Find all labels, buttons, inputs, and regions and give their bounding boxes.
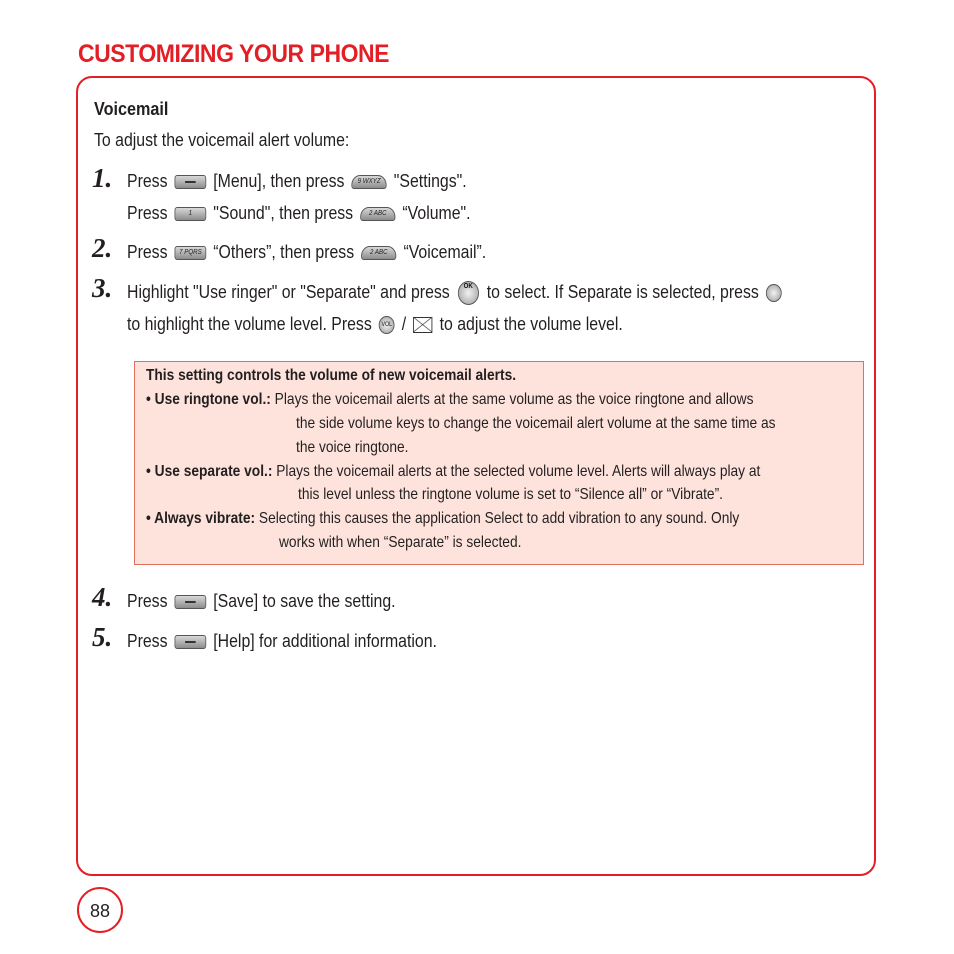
step-2-text-a: “Others”, then press xyxy=(213,242,355,262)
step-5-line xyxy=(127,630,437,652)
note-item-2-label: • Use separate vol.: xyxy=(146,463,273,480)
note-item-1-line-3: the voice ringtone. xyxy=(296,439,409,456)
step-4-text: [Save] to save the setting. xyxy=(213,591,396,611)
volume-key-icon: VOL xyxy=(379,316,395,334)
right-soft-key-icon xyxy=(175,635,207,649)
note-item-1-label: • Use ringtone vol.: xyxy=(146,391,271,408)
step-1-text-b: "Settings". xyxy=(393,171,467,191)
note-item-1-line-2: the side volume keys to change the voicemail alert volume at the same time as xyxy=(296,415,776,432)
step-1-text-d: “Volume". xyxy=(402,203,471,223)
step-3-line-1 xyxy=(127,281,784,305)
nav-key-icon xyxy=(766,284,782,302)
key-1-icon: 1 xyxy=(175,207,207,221)
page-number: 88 xyxy=(77,887,123,933)
step-2-press: Press xyxy=(127,242,168,262)
note-item-2-line-2: this level unless the ringtone volume is set to “Silence all” or “Vibrate”. xyxy=(298,486,723,503)
step-1-text-c: "Sound", then press xyxy=(213,203,354,223)
step-1-press: Press xyxy=(127,171,168,191)
note-box xyxy=(134,361,864,565)
note-item-3 xyxy=(146,509,739,529)
note-item-2 xyxy=(146,462,760,482)
step-4-line xyxy=(127,590,396,612)
step-2-line xyxy=(127,241,486,263)
step-1-number: 1. xyxy=(92,163,113,193)
step-2-number: 2. xyxy=(92,233,113,263)
step-1-text-a: [Menu], then press xyxy=(213,171,345,191)
page-title: CUSTOMIZING YOUR PHONE xyxy=(78,40,390,68)
step-3-text-d: to adjust the volume level. xyxy=(439,314,623,334)
step-4-number: 4. xyxy=(92,582,113,612)
step-1-line-2 xyxy=(127,202,471,224)
step-3-text-c: to highlight the volume level. Press xyxy=(127,314,372,334)
step-1-press-2: Press xyxy=(127,203,168,223)
section-intro: To adjust the voicemail alert volume: xyxy=(94,130,350,150)
step-5-press: Press xyxy=(127,631,168,651)
note-item-1-text: Plays the voicemail alerts at the same volume as the voice ringtone and allows xyxy=(274,391,754,408)
step-5-text: [Help] for additional information. xyxy=(213,631,437,651)
step-3-text-a: Highlight "Use ringer" or "Separate" and press xyxy=(127,282,450,302)
step-3-sep: / xyxy=(401,314,407,334)
note-item-3-label: • Always vibrate: xyxy=(146,510,256,527)
ok-key-icon: OK xyxy=(458,281,479,305)
step-3-number: 3. xyxy=(92,273,113,303)
step-2-text-b: “Voicemail”. xyxy=(403,242,487,262)
message-key-icon xyxy=(413,317,432,333)
key-2-icon: 2 ABC xyxy=(361,246,396,260)
left-soft-key-icon xyxy=(175,175,207,189)
note-item-2-text: Plays the voicemail alerts at the selected volume level. Alerts will always play at xyxy=(276,463,761,480)
note-item-1 xyxy=(146,390,753,410)
note-item-3-line-2: works with when “Separate” is selected. xyxy=(279,534,522,551)
note-heading: This setting controls the volume of new voicemail alerts. xyxy=(146,367,517,384)
step-1-line-1 xyxy=(127,170,467,192)
left-soft-key-icon xyxy=(175,595,207,609)
step-5-number: 5. xyxy=(92,622,113,652)
key-7-icon: 7 PQRS xyxy=(175,246,207,260)
step-4-press: Press xyxy=(127,591,168,611)
key-9-icon: 9 WXYZ xyxy=(352,175,387,189)
note-item-3-text: Selecting this causes the application Select to add vibration to any sound. Only xyxy=(258,510,740,527)
key-2-icon: 2 ABC xyxy=(360,207,395,221)
step-3-line-2 xyxy=(127,313,623,335)
step-3-text-b: to select. If Separate is selected, press xyxy=(486,282,759,302)
section-heading: Voicemail xyxy=(94,99,169,119)
